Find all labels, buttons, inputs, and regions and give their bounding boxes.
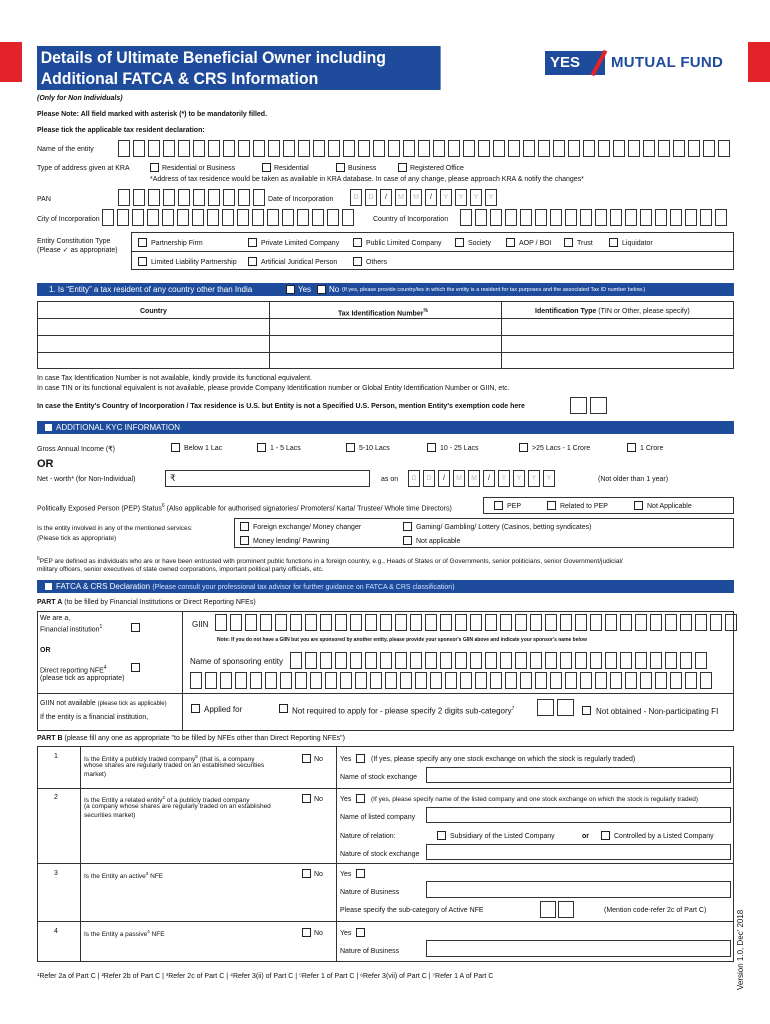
svc-opt: Gaming/ Gambling/ Lottery (Casinos, betting syndicates) xyxy=(416,524,592,531)
const-opt: Others xyxy=(366,259,388,266)
footer-references: ¹Refer 2a of Part C | ²Refer 2b of Part C | ³Refer 2c of Part C | ⁴Refer 3(ii) of Part C | ⁵Refer 1 of Part C | ⁶Refer 3(vii) of Part C | ⁷Refer 1 A of Part C xyxy=(37,973,494,980)
row1-no-checkbox[interactable] xyxy=(302,754,311,763)
subcat-box-1[interactable] xyxy=(540,901,556,918)
row3-yes-checkbox[interactable] xyxy=(356,869,365,878)
us-exemption-note: In case the Entity's Country of Incorporation / Tax residence is U.S. but Entity is not a Specified U.S. Person, mention Entity's exemption code here xyxy=(37,403,525,410)
stock-exchange-label: Name of stock exchange xyxy=(340,774,418,781)
doi-label: Date of Incorporation xyxy=(268,196,334,203)
not-obtained-checkbox[interactable] xyxy=(582,706,591,715)
pep-definition-2: military officers, senior executives of state owned corporations, important political party officials, etc. xyxy=(37,566,324,573)
no-label: No xyxy=(314,871,323,878)
s1-note: (If yes, please provide country/ies in which the entity is a resident for tax purposes and the associated Tax ID number below.) xyxy=(342,287,646,293)
nature-stock-exchange-input[interactable] xyxy=(426,844,731,860)
no-label: No xyxy=(314,930,323,937)
country-inc-label: Country of Incorporation xyxy=(373,216,449,223)
row-number: 4 xyxy=(54,928,58,935)
const-opt: AOP / BOI xyxy=(519,240,552,247)
sponsor-boxes-2[interactable] xyxy=(190,672,715,689)
s1-yes-checkbox[interactable] xyxy=(286,285,295,294)
const-aop-checkbox[interactable] xyxy=(506,238,515,247)
tick-declaration: Please tick the applicable tax resident declaration: xyxy=(37,127,205,134)
forex-checkbox[interactable] xyxy=(240,522,249,531)
col-country: Country xyxy=(140,308,167,315)
listed-company-input[interactable] xyxy=(426,807,731,823)
networth-date-boxes[interactable]: D D / M M / Y Y Y Y xyxy=(408,470,558,487)
or-label-2: OR xyxy=(40,647,51,654)
doi-date-boxes[interactable]: D D / M M / Y Y Y Y xyxy=(350,189,500,206)
fatca-header: FATCA & CRS Declaration (Please consult your professional tax advisor for further guidance on FATCA & CRS classification) xyxy=(37,580,734,593)
pep-definition-1: $^6$PEP are defined as individuals who are or have been entrusted with prominent public functions in a foreign country, e.g., Heads of States or of Governments, senior politicians, senior Government/judicial/ xyxy=(37,556,623,566)
controlled-checkbox[interactable] xyxy=(601,831,610,840)
row3-no-checkbox[interactable] xyxy=(302,869,311,878)
income-opt: 1 Crore xyxy=(640,445,664,452)
const-opt: Liquidator xyxy=(622,240,653,247)
s1-no-checkbox[interactable] xyxy=(317,285,326,294)
addr-opt-label: Residential xyxy=(274,165,309,172)
svc-opt: Not applicable xyxy=(416,538,461,545)
pep-checkbox[interactable] xyxy=(494,501,503,510)
row2-yes-checkbox[interactable] xyxy=(356,794,365,803)
row2-question-2: (a company whose shares are regularly traded on an established xyxy=(84,803,271,810)
part-b-label: PART B (please fill any one as appropriate "to be filled by NFEs other than Direct Reporting NFEs") xyxy=(37,735,345,742)
subsidiary-label: Subsidiary of the Listed Company xyxy=(450,833,555,840)
giin-note: Note: If you do not have a GIIN but you are sponsored by another entity, please provide your sponsor's GIIN above and indicate your sponsor's name below xyxy=(217,637,587,643)
income-opt: 10 - 25 Lacs xyxy=(440,445,479,452)
row3-question: Is the Entity an active$^3$ NFE xyxy=(84,871,164,881)
related-pep-checkbox[interactable] xyxy=(547,501,556,510)
no-label: No xyxy=(314,796,323,803)
row1-yes-checkbox[interactable] xyxy=(356,754,365,763)
svc-na-checkbox[interactable] xyxy=(403,536,412,545)
subsidiary-checkbox[interactable] xyxy=(437,831,446,840)
row4-no-checkbox[interactable] xyxy=(302,928,311,937)
not-older-note: (Not older than 1 year) xyxy=(598,476,669,483)
nature-stock-exchange-label: Nature of stock exchange xyxy=(340,851,420,858)
const-private-checkbox[interactable] xyxy=(248,238,257,247)
addr-opt-label: Residential or Business xyxy=(162,165,236,172)
const-public-checkbox[interactable] xyxy=(353,238,362,247)
services-label: Is the entity involved in any of the mentioned services: xyxy=(37,525,193,532)
giin-na-label: GIIN not available (please tick as applicable) xyxy=(40,700,167,707)
controlled-label: Controlled by a Listed Company xyxy=(614,833,714,840)
const-opt: Trust xyxy=(577,240,593,247)
active-nfe-subcat-label: Please specify the sub-category of Active NFE xyxy=(340,907,484,914)
row4-yes-checkbox[interactable] xyxy=(356,928,365,937)
left-red-bar xyxy=(0,42,22,82)
row1-question: Is the Entity a publicly traded company$^5$ (that is, a company xyxy=(84,754,255,764)
yes-label: Yes xyxy=(340,871,352,878)
exemption-code-boxes[interactable] xyxy=(570,397,610,414)
sponsor-label: Name of sponsoring entity xyxy=(190,657,283,666)
const-opt: Artificial Juridical Person xyxy=(261,259,338,266)
row-number: 2 xyxy=(54,794,58,801)
income-opt: Below 1 Lac xyxy=(184,445,223,452)
const-trust-checkbox[interactable] xyxy=(564,238,573,247)
addr-opt-label: Registered Office xyxy=(410,165,464,172)
row-number: 3 xyxy=(54,870,58,877)
ason-label: as on xyxy=(381,476,399,483)
pep-label: Politically Exposed Person (PEP) Status$^6$ (Also applicable for authorised signatories/ Promoters/ Karta/ Trustee/ Whole time Directors) xyxy=(37,503,452,513)
pep-opt: Related to PEP xyxy=(560,503,608,510)
stock-exchange-input[interactable] xyxy=(426,767,731,783)
tin-footnote-2: In case TIN or its functional equivalent is not available, please provide Company Identification number or Global Entity Identification Number or GIIN, etc. xyxy=(37,385,510,392)
constitution-label: Entity Constitution Type xyxy=(37,238,111,245)
address-note: *Address of tax residence would be taken as available in KRA database. In case of any change, please approach KRA & notify the changes* xyxy=(150,176,584,183)
income-5-10-checkbox[interactable] xyxy=(346,443,355,452)
row4-question: Is the Entity a passive$^4$ NFE xyxy=(84,929,165,939)
passive-business-input[interactable] xyxy=(426,940,731,957)
addr-business-checkbox[interactable] xyxy=(336,163,345,172)
or-label: OR xyxy=(37,458,54,470)
address-type-label: Type of address given at KRA xyxy=(37,165,130,172)
const-liquidator-checkbox[interactable] xyxy=(609,238,618,247)
city-label: City of Incorporation xyxy=(37,216,100,223)
const-opt: Private Limited Company xyxy=(261,240,340,247)
const-others-checkbox[interactable] xyxy=(353,257,362,266)
pan-label: PAN xyxy=(37,196,51,203)
addr-registered-office-checkbox[interactable] xyxy=(398,163,407,172)
fi-checkbox[interactable] xyxy=(131,623,140,632)
const-opt: Society xyxy=(468,240,491,247)
pan-boxes[interactable] xyxy=(118,189,268,206)
country-inc-boxes[interactable] xyxy=(460,209,730,226)
money-lending-checkbox[interactable] xyxy=(240,536,249,545)
tick-hint: (please tick as appropriate) xyxy=(40,675,125,682)
row2-question-3: securities market) xyxy=(84,812,136,819)
we-are-label: We are a, xyxy=(40,615,71,622)
row2-yes-note: (If yes, please specify name of the listed company and one stock exchange on which the stock is regularly traded) xyxy=(371,796,698,803)
tin-footnote-1: In case Tax Identification Number is not available, kindly provide its functional equivalent. xyxy=(37,375,312,382)
nature-business-input[interactable] xyxy=(426,881,731,898)
version-label: Version 1.0, Dec' 2018 xyxy=(736,909,745,990)
giin-na-fi: If the entity is a financial institution, xyxy=(40,714,149,721)
svc-opt: Money lending/ Pawning xyxy=(253,538,330,545)
row2-question: Is the Entity a related entity$^2$ of a publicly traded company xyxy=(84,795,250,805)
income-below1-checkbox[interactable] xyxy=(171,443,180,452)
const-opt: Public Limited Company xyxy=(366,240,442,247)
const-llp-checkbox[interactable] xyxy=(138,257,147,266)
income-opt: >25 Lacs - 1 Crore xyxy=(532,445,591,452)
giin-label: GIIN xyxy=(192,620,209,629)
const-partnership-checkbox[interactable] xyxy=(138,238,147,247)
nature-business-label: Nature of Business xyxy=(340,889,400,896)
kyc-header: ADDITIONAL KYC INFORMATION xyxy=(37,421,734,434)
s1-no-label: No xyxy=(329,285,340,294)
income-1-5-checkbox[interactable] xyxy=(257,443,266,452)
yes-mutual-fund-logo: YES MUTUAL FUND xyxy=(545,51,735,75)
pep-opt: Not Applicable xyxy=(647,503,692,510)
const-ajp-checkbox[interactable] xyxy=(248,257,257,266)
const-society-checkbox[interactable] xyxy=(455,238,464,247)
drnfe-label: Direct reporting NFE$^4$ xyxy=(40,665,107,675)
applied-for-checkbox[interactable] xyxy=(191,704,200,713)
giin-boxes[interactable] xyxy=(215,614,740,631)
pep-opt: PEP xyxy=(507,503,522,510)
row1-question-2: whose shares are regularly traded on an established securities xyxy=(84,762,265,769)
mandatory-note: Please Note: All field marked with asterisk (*) to be mandatorily filled. xyxy=(37,111,268,118)
page-title: Details of Ultimate Beneficial Owner including Additional FATCA & CRS Information xyxy=(37,46,441,90)
sponsor-boxes[interactable] xyxy=(290,652,710,669)
fi-label: Financial institution$^1$ xyxy=(40,624,103,634)
row2-no-checkbox[interactable] xyxy=(302,794,311,803)
entity-name-boxes[interactable] xyxy=(118,140,733,157)
active-nfe-note: (Mention code-refer 2c of Part C) xyxy=(604,907,707,914)
networth-label: Net - worth* (for Non-Individual) xyxy=(37,476,136,483)
addr-residential-business-checkbox[interactable] xyxy=(150,163,159,172)
income-opt: 5-10 Lacs xyxy=(359,445,390,452)
part-a-label: PART A (to be filled by Financial Institutions or Direct Reporting NFEs) xyxy=(37,599,256,606)
income-25-1cr-checkbox[interactable] xyxy=(519,443,528,452)
income-10-25-checkbox[interactable] xyxy=(427,443,436,452)
nature-relation-label: Nature of relation: xyxy=(340,833,396,840)
addr-residential-checkbox[interactable] xyxy=(262,163,271,172)
section-1-header: 1. Is “Entity” a tax resident of any country other than India xyxy=(37,283,734,296)
const-opt: Limited Liability Partnership xyxy=(151,259,237,266)
svc-opt: Foreign exchange/ Money changer xyxy=(253,524,362,531)
subcat-box-2[interactable] xyxy=(558,901,574,918)
right-red-bar xyxy=(748,42,770,82)
income-1cr-checkbox[interactable] xyxy=(627,443,636,452)
col-tin: Tax Identification Number% xyxy=(338,308,428,318)
or-label-3: or xyxy=(582,833,589,840)
row1-question-3: market) xyxy=(84,771,107,778)
networth-input[interactable]: ₹ xyxy=(165,470,370,487)
income-opt: 1 - 5 Lacs xyxy=(270,445,301,452)
s1-yes-label: Yes xyxy=(298,285,312,294)
not-required-label: Not required to apply for - please specify 2 digits sub-category$^7$ xyxy=(292,706,515,716)
const-opt: Partnership Firm xyxy=(151,240,203,247)
subcat-boxes[interactable] xyxy=(537,699,577,716)
services-hint: (Please tick as appropriate) xyxy=(37,535,117,542)
gaming-checkbox[interactable] xyxy=(403,522,412,531)
pep-na-checkbox[interactable] xyxy=(634,501,643,510)
row1-yes-note: (If yes, please specify any one stock exchange on which the stock is regularly traded) xyxy=(371,756,636,763)
income-label: Gross Annual Income (₹) xyxy=(37,446,115,453)
drnfe-checkbox[interactable] xyxy=(131,663,140,672)
yes-label: Yes xyxy=(340,756,352,763)
not-obtained-label: Not obtained - Non-participating FI xyxy=(596,707,719,716)
yes-label: Yes xyxy=(340,796,352,803)
city-boxes[interactable] xyxy=(102,209,357,226)
col-id-type: Identification Type (TIN or Other, please specify) xyxy=(535,308,690,315)
no-label: No xyxy=(314,756,323,763)
passive-business-label: Nature of Business xyxy=(340,948,400,955)
constitution-hint: (Please ✓ as appropriate) xyxy=(37,247,118,254)
not-required-checkbox[interactable] xyxy=(279,704,288,713)
entity-name-label: Name of the entity xyxy=(37,146,94,153)
addr-opt-label: Business xyxy=(348,165,377,172)
applied-for-label: Applied for xyxy=(204,705,243,714)
listed-company-label: Name of listed company xyxy=(340,814,416,821)
yes-label: Yes xyxy=(340,930,352,937)
subtitle: (Only for Non Individuals) xyxy=(37,95,123,102)
row-number: 1 xyxy=(54,753,58,760)
